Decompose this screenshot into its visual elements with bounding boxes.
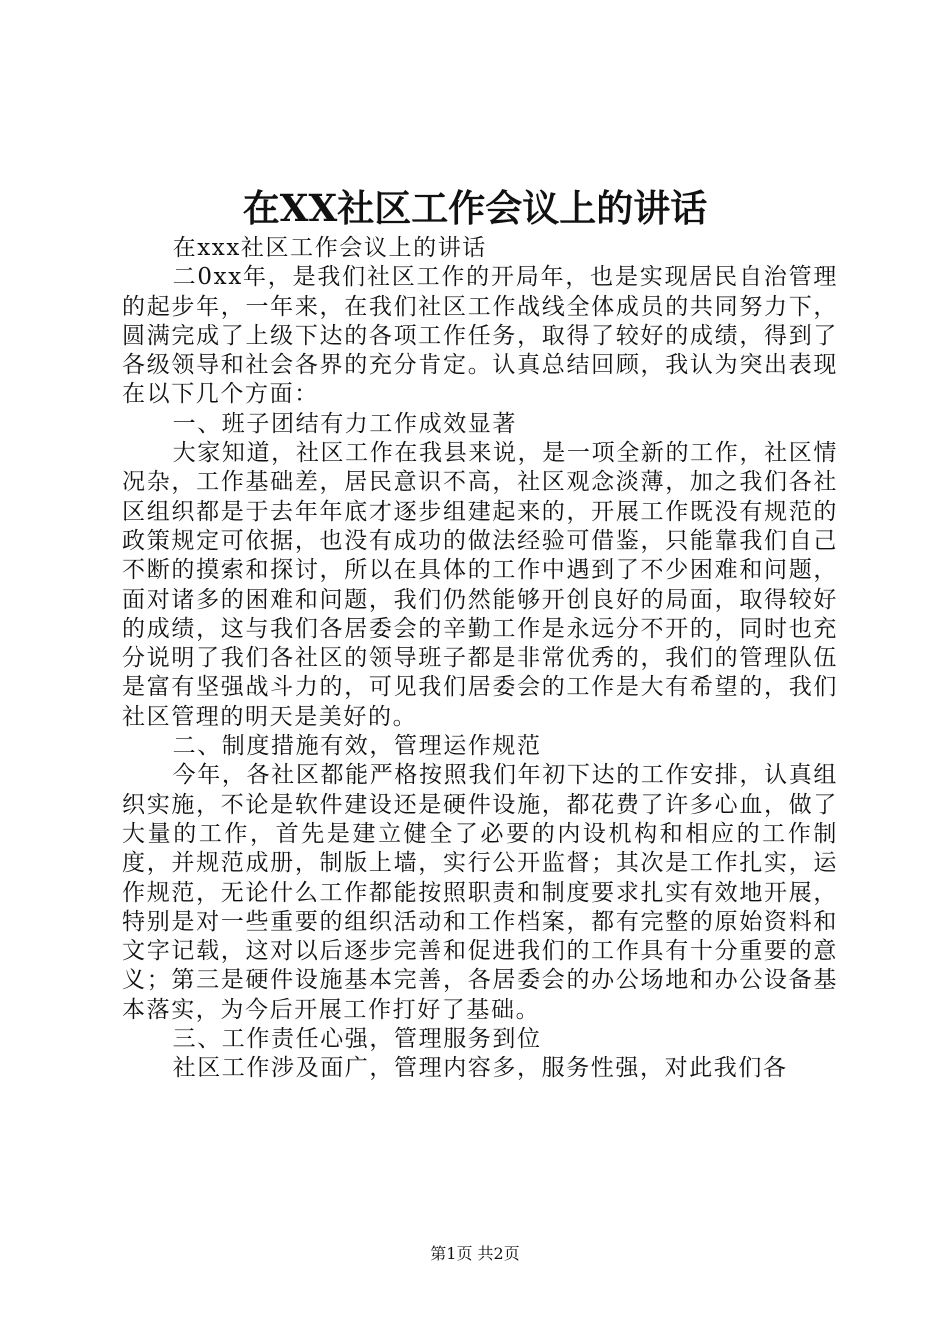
paragraph-intro: 二0xx年，是我们社区工作的开局年，也是实现居民自治管理的起步年，一年来，在我们社区工作战线全体成员的共同努力下，圆满完成了上级下达的各项工作任务，取得了较好的成绩，得到了各级领导和社会各界的充分肯定。认真总结回顾，我认为突出表现在以下几个方面： xyxy=(122,264,838,408)
document-body xyxy=(122,234,838,1084)
section-heading-3: 三、工作责任心强，管理服务到位 xyxy=(172,1026,542,1053)
paragraph-section-2: 今年，各社区都能严格按照我们年初下达的工作安排，认真组织实施，不论是软件建设还是硬件设施，都花费了许多心血，做了大量的工作，首先是建立健全了必要的内设机构和相应的工作制度，并规范成册，制版上墙，实行公开监督；其次是工作扎实，运作规范，无论什么工作都能按照职责和制度要求扎实有效地开展，特别是对一些重要的组织活动和工作档案，都有完整的原始资料和文字记载，这对以后逐步完善和促进我们的工作具有十分重要的意义；第三是硬件设施基本完善，各居委会的办公场地和办公设备基本落实，为今后开展工作打好了基础。 xyxy=(122,762,838,1023)
paragraph-section-3: 社区工作涉及面广，管理内容多，服务性强，对此我们各 xyxy=(172,1055,788,1082)
page-number-footer: 第1页 共2页 xyxy=(430,1244,520,1263)
paragraph-subtitle: 在xxx社区工作会议上的讲话 xyxy=(172,235,487,261)
document-title: 在XX社区工作会议上的讲话 xyxy=(242,186,708,230)
section-heading-1: 一、班子团结有力工作成效显著 xyxy=(172,410,517,437)
section-heading-2: 二、制度措施有效，管理运作规范 xyxy=(172,733,542,760)
paragraph-section-1: 大家知道，社区工作在我县来说，是一项全新的工作，社区情况杂，工作基础差，居民意识不高，社区观念淡薄，加之我们各社区组织都是于去年年底才逐步组建起来的，开展工作既没有规范的政策规定可依据，也没有成功的做法经验可借鉴，只能靠我们自己不断的摸索和探讨，所以在具体的工作中遇到了不少困难和问题，面对诸多的困难和问题，我们仍然能够开创良好的局面，取得较好的成绩，这与我们各居委会的辛勤工作是永远分不开的，同时也充分说明了我们各社区的领导班子都是非常优秀的，我们的管理队伍是富有坚强战斗力的，可见我们居委会的工作是大有希望的，我们社区管理的明天是美好的。 xyxy=(122,440,838,730)
